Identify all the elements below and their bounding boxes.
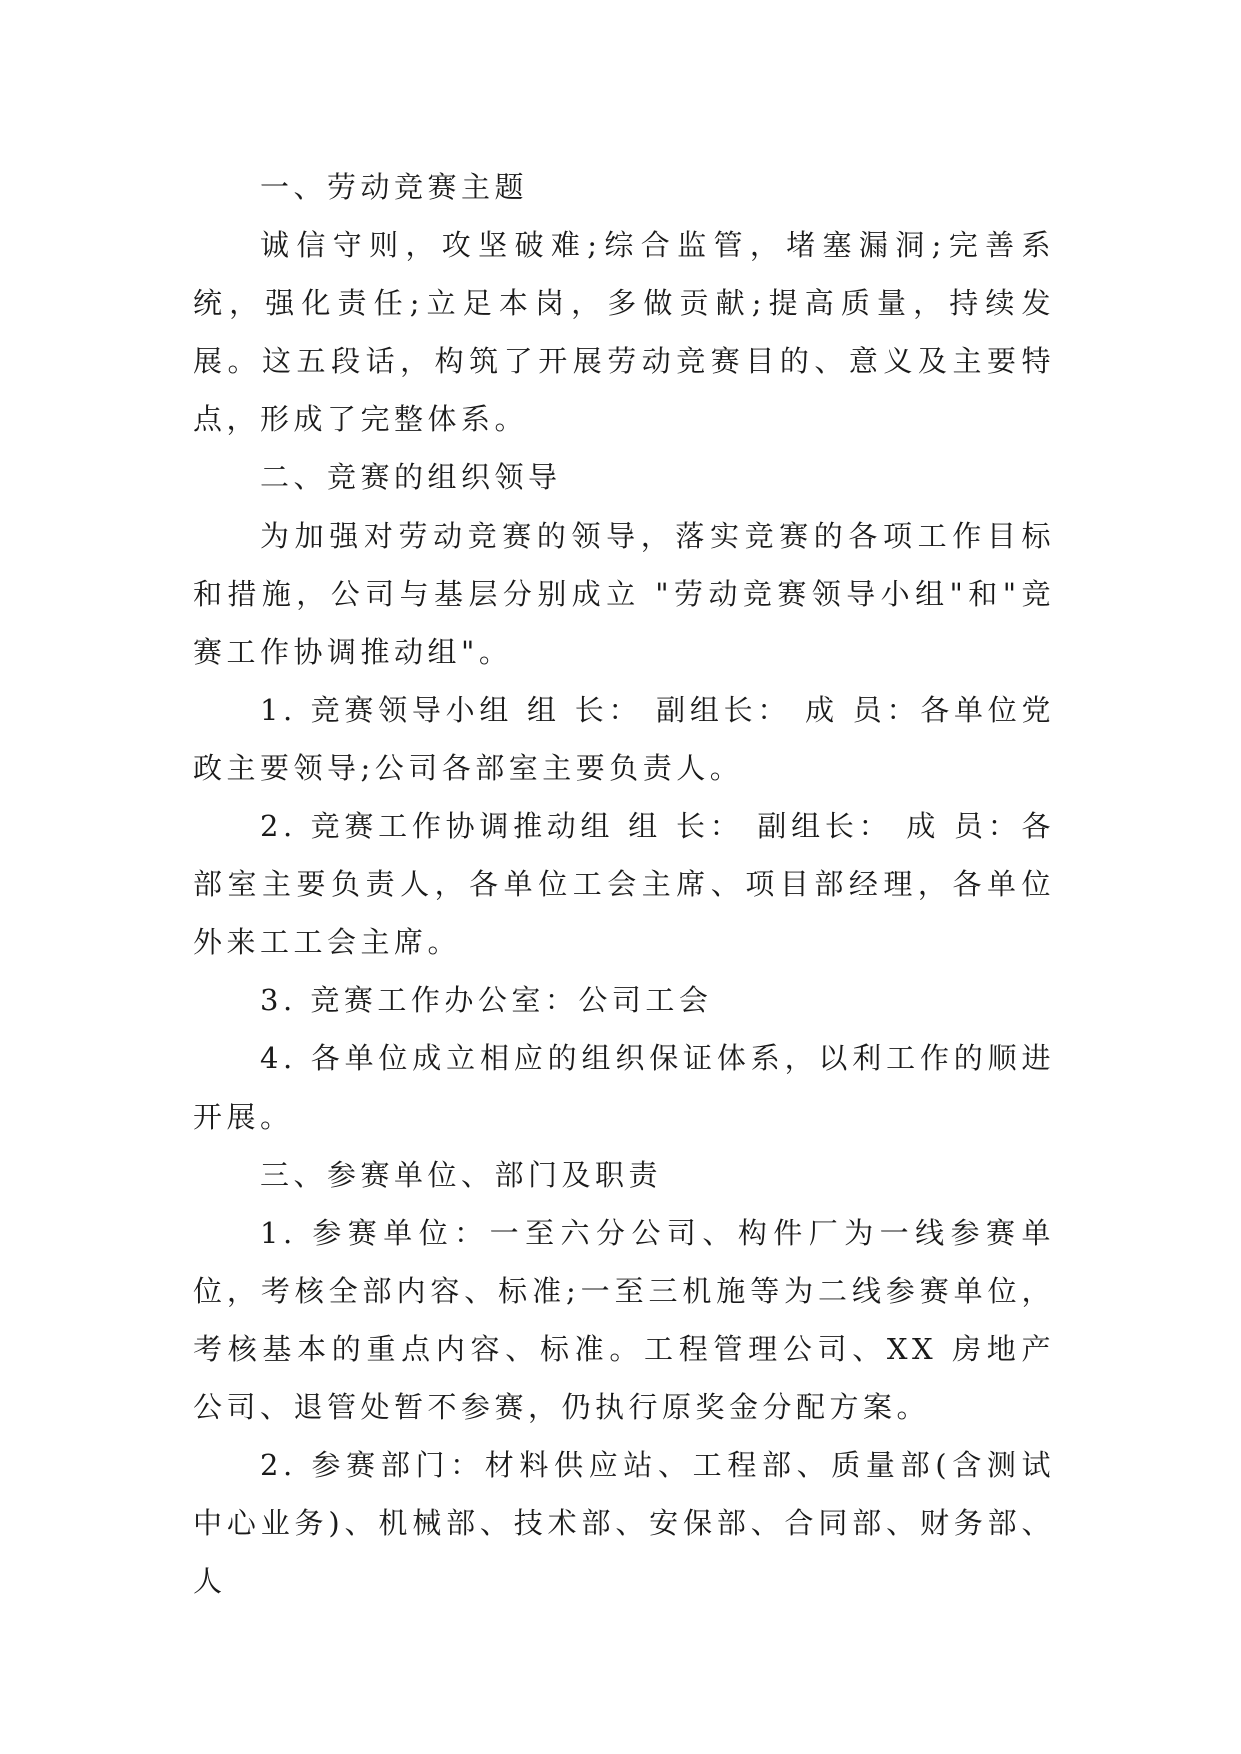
list-item-competition-office: 3. 竞赛工作办公室：公司工会 <box>260 983 713 1018</box>
list-item-unit-system: 4. 各单位成立相应的组织保证体系，以利工作的顺进开展。 <box>193 1041 1055 1134</box>
paragraph-theme: 诚信守则，攻坚破难;综合监管，堵塞漏洞;完善系统，强化责任;立足本岗，多做贡献;提高质量，持续发展。这五段话，构筑了开展劳动竞赛目的、意义及主要特点，形成了完整体系。 <box>193 228 1055 437</box>
list-item-coordination-group: 2. 竞赛工作协调推动组 组 长： 副组长： 成 员：各部室主要负责人，各单位工会主席、项目部经理，各单位外来工工会主席。 <box>193 809 1055 960</box>
list-item-participating-units: 1. 参赛单位：一至六分公司、构件厂为一线参赛单位，考核全部内容、标准;一至三机施等为二线参赛单位，考核基本的重点内容、标准。工程管理公司、XX 房地产公司、退管处暂不参赛，仍执行原奖金分配方案。 <box>193 1215 1055 1424</box>
section-heading-2: 二、竞赛的组织领导 <box>260 460 562 495</box>
section-heading-3: 三、参赛单位、部门及职责 <box>260 1157 663 1192</box>
list-item-participating-departments: 2. 参赛部门：材料供应站、工程部、质量部(含测试中心业务)、机械部、技术部、安保部、合同部、财务部、人 <box>193 1448 1055 1599</box>
paragraph-organization: 为加强对劳动竞赛的领导，落实竞赛的各项工作目标和措施，公司与基层分别成立 "劳动竞赛领导小组"和"竞赛工作协调推动组"。 <box>193 518 1055 669</box>
list-item-leadership-group: 1. 竞赛领导小组 组 长： 副组长： 成 员：各单位党政主要领导;公司各部室主要负责人。 <box>193 692 1055 785</box>
section-heading-1: 一、劳动竞赛主题 <box>260 170 529 204</box>
document-body <box>193 158 1055 1610</box>
